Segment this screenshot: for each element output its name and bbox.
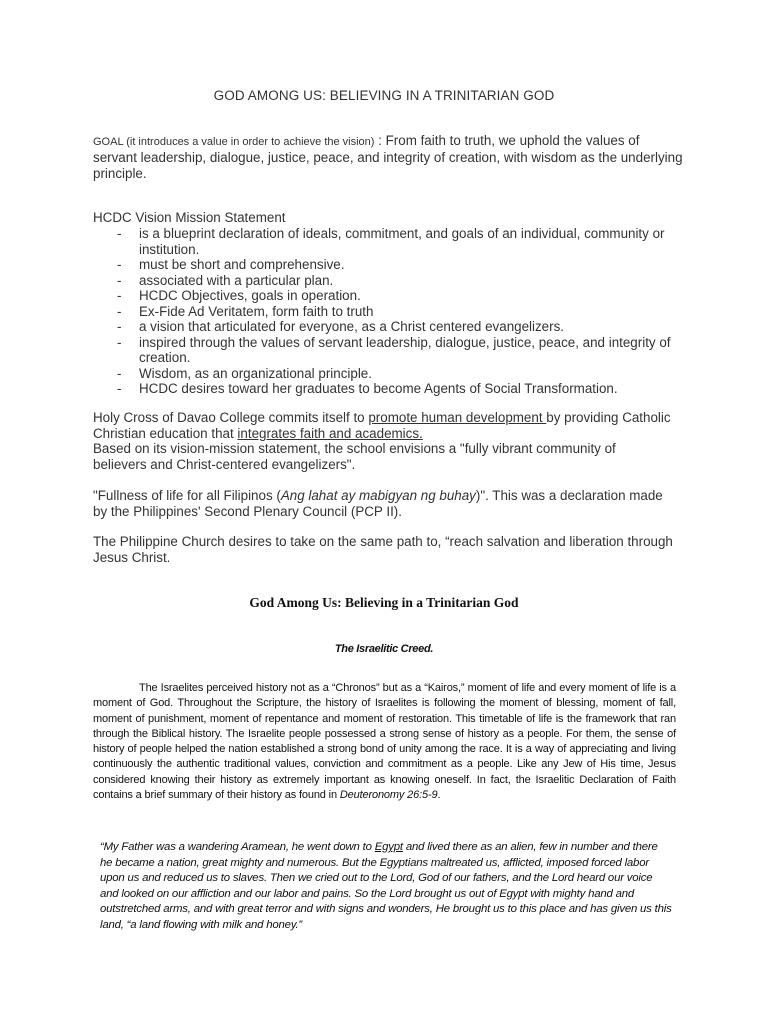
vision-mission-heading: HCDC Vision Mission Statement	[93, 210, 286, 225]
text-run: )". This was a declaration made by the Philippines' Second Plenary Council (PCP II).	[93, 488, 663, 519]
underlined-text: promote human development	[368, 410, 547, 425]
list-item: - associated with a particular plan.	[93, 273, 673, 289]
underlined-text: integrates faith and academics.	[237, 425, 423, 441]
list-item: - Wisdom, as an organizational principle.	[93, 366, 673, 382]
church-paragraph: The Philippine Church desires to take on the same path to, “reach salvation and liberation through Jesus Christ.	[93, 534, 673, 565]
goal-paragraph	[93, 133, 683, 182]
vision-mission-list	[93, 226, 673, 397]
list-item: - is a blueprint declaration of ideals, commitment, and goals of an individual, community or institution.	[93, 226, 673, 257]
text-run: Holy Cross of Davao College commits itself to	[93, 410, 369, 425]
list-item: - HCDC Objectives, goals in operation.	[93, 288, 673, 304]
list-item: - a vision that articulated for everyone, as a Christ centered evangelizers.	[93, 319, 673, 335]
text-run: “My Father was a wandering Aramean, he went down to	[100, 841, 375, 853]
list-item: - HCDC desires toward her graduates to become Agents of Social Transformation.	[93, 381, 673, 397]
text-run: and lived there as an alien, few in number and there he became a nation, great mighty and numerous. But the Egyptians maltreated us, afflicted, imposed forced labor upon us and reduced us to slaves. Then we cried out to the Lord, God of our fathers, and the Lord heard our voice and looked on our affliction and our labor and pains. So the Lord brought us out of Egypt with mighty hand and outstretched arms, and with great terror and with signs and wonders, He brought us to this place and has given us this land, “a land flowing with milk and honey.”	[100, 841, 672, 931]
text-run: .	[437, 789, 441, 802]
underlined-text: Egypt	[374, 841, 403, 853]
creed-body-paragraph	[93, 681, 676, 803]
text-run: by providing Catholic Christian education that	[93, 410, 671, 441]
italic-text: Ang lahat ay mabigyan ng buhay	[280, 488, 476, 503]
list-item: - Ex-Fide Ad Veritatem, form faith to truth	[93, 304, 673, 320]
text-run: "Fullness of life for all Filipinos (	[93, 488, 281, 503]
doc-title: GOD AMONG US: BELIEVING IN A TRINITARIAN GOD	[213, 88, 555, 103]
scripture-reference: Deuteronomy 26:5-9	[339, 789, 438, 802]
list-item: - inspired through the values of servant leadership, dialogue, justice, peace, and integrity of creation.	[93, 335, 673, 366]
fullness-paragraph	[93, 488, 673, 519]
goal-text: : From faith to truth, we uphold the values of servant leadership, dialogue, justice, peace, and integrity of creation, with wisdom as the underlying principle.	[93, 133, 683, 181]
goal-label: GOAL (it introduces a value in order to achieve the vision)	[93, 136, 375, 148]
creed-quote	[100, 840, 672, 934]
creed-title: The Israelitic Creed.	[334, 643, 434, 655]
text-run: The Israelites perceived history not as a “Chronos” but as a “Kairos,” moment of life and every moment of life is a moment of God. Throughout the Scripture, the history of Israelites is following the moment of blessing, moment of fall, moment of punishment, moment of repentance and moment of restoration. This timetable of life is the framework that ran through the Biblical history. The Israelite people possessed a strong sense of history as a people. For them, the sense of history of people helped the nation established a strong bond of unity among the race. It is a way of appreciating and living continuously the authentic traditional values, conviction and commitment as a people. Like any Jew of His time, Jesus considered knowing their history as extremely important as knowing oneself. In fact, the Israelitic Declaration of Faith contains a brief summary of their history as found in	[93, 682, 676, 802]
section-title: God Among Us: Believing in a Trinitarian God	[249, 595, 519, 610]
list-item: - must be short and comprehensive.	[93, 257, 673, 273]
holy-cross-paragraph	[93, 410, 673, 472]
text-run: Based on its vision-mission statement, the school envisions a "fully vibrant community of believers and Christ-centered evangelizers".	[93, 441, 616, 472]
